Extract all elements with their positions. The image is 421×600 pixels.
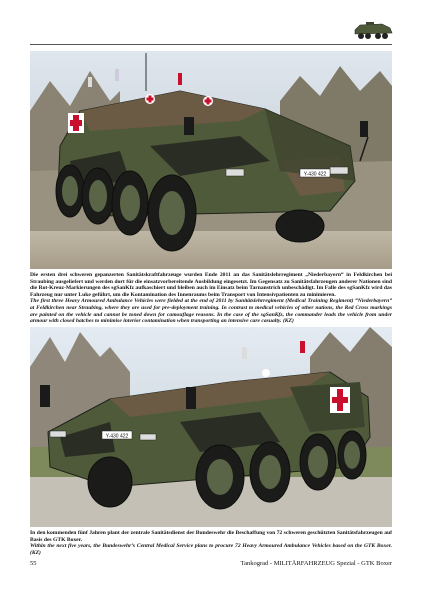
vehicle-plate-top: Y-430 422: [303, 171, 327, 178]
caption-bottom-english: Within the next five years, the Bundeswehr’s Central Medical Service plans to procure 72 Heavy Armoured Ambulance Vehicles based on the GTK Boxer. (KZ): [30, 543, 392, 556]
caption-bottom-german: In den kommenden fünf Jahren plant der zentrale Sanitätsdienst der Bundeswehr die Beschaffung von 72 schweren geschützten Sanitätsfahrzeugen auf Basis des GTK Boxer.: [30, 530, 392, 543]
header-vehicle-thumbnail: [352, 20, 394, 42]
caption-top-english: The first three Heavy Armoured Ambulance Vehicles were fielded at the end of 2011 by Sanitätslehrregiment (Medical Training Regiment) “Niederbayern” at Feldkirchen near Straubing, where they are used for pre-deployment training. In contrast to medical vehicles of other nations, the Red Cross markings are painted on the vehicle and cannot be toned down for camouflage reasons. In the case of the sgSanKfz, the commander leads the vehicle from under armour with closed hatches to minimise interior contamination when transporting an intensive care casualty. (KZ): [30, 298, 392, 325]
caption-top-german: Die ersten drei schweren gepanzerten Sanitätskraftfahrzeuge wurden Ende 2011 an das Sanitätslehrregiment „Niederbayern“ in Feldkirchen bei Straubing ausgeliefert und werden dort für die einsatzvorbereitende Ausbildung eingesetzt. Im Gegensatz zu Sanitätsfahrzeugen anderer Nationen sind die Rot-Kreuz-Markierungen des sgSanKfz aufkaschiert und bleiben auch im Einsatz beim Tarnanstrich unbeschädigt. Im Falle des sgSanKfz wird das Fahrzeug nur unter Luke geführt, um die Kontamination des Innenraums beim Transport von Intensivpatienten zu minimieren.: [30, 272, 392, 298]
caption-bottom: [30, 530, 392, 556]
page-footer: [30, 560, 392, 567]
photo-boxer-ambulance-side: [30, 327, 392, 527]
photo-boxer-ambulance-front: [30, 51, 392, 269]
header-rule: [30, 44, 392, 45]
page-number: 55: [30, 560, 37, 567]
caption-top: [30, 272, 392, 325]
footer-title: Tankograd - MILITÄRFAHRZEUG Spezial - GTK Boxer: [240, 560, 392, 567]
vehicle-plate-bottom: Y-430 422: [105, 433, 129, 440]
